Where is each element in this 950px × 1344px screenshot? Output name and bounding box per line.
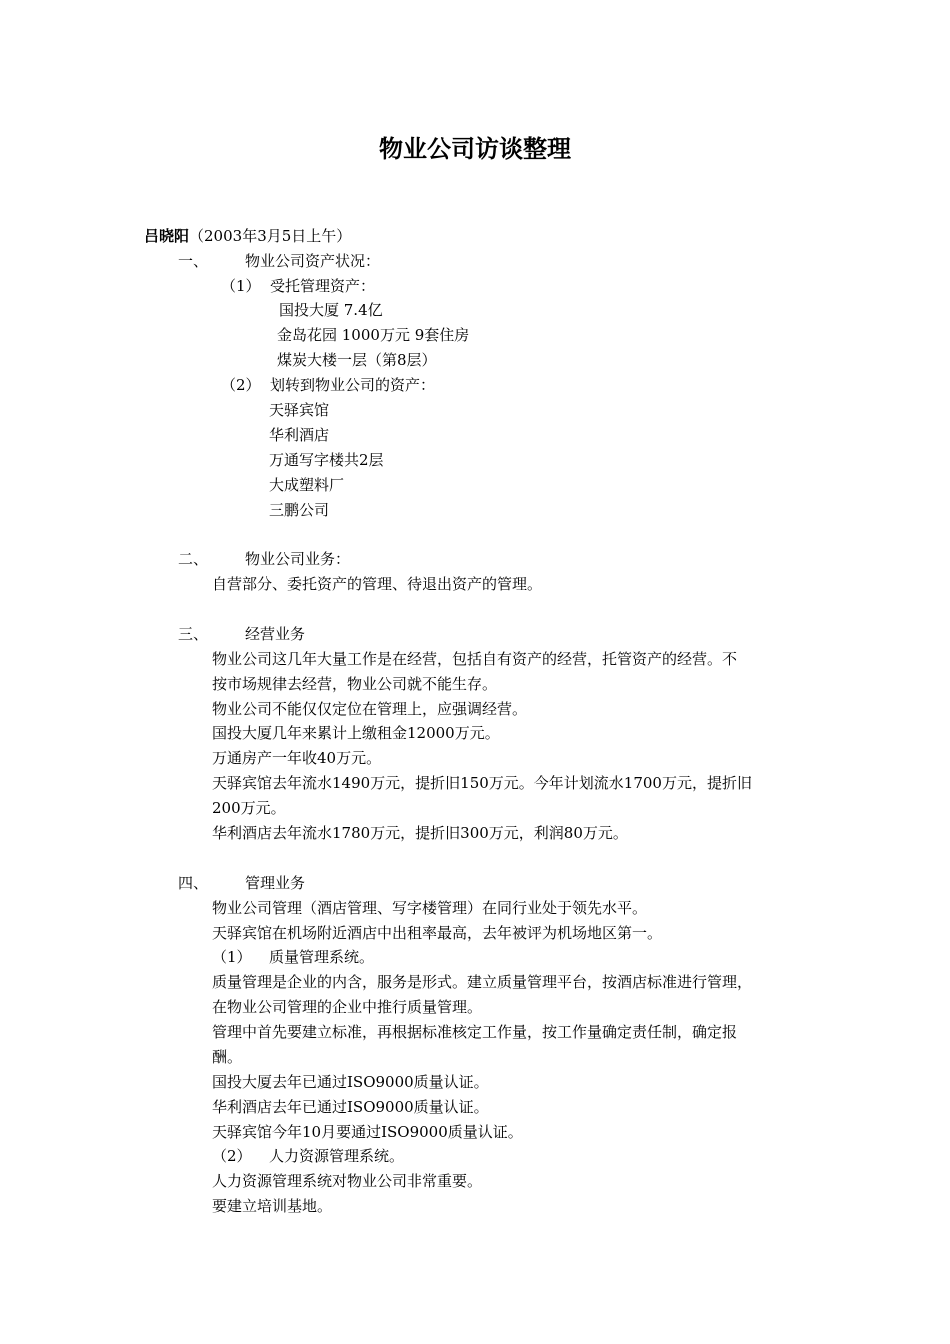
section-1-heading: 物业公司资产状况： [245,252,381,270]
paragraph-line: 酬。 [212,1048,243,1066]
paragraph-line: 华利酒店去年已通过ISO9000质量认证。 [212,1098,489,1116]
document-title: 物业公司访谈整理 [379,135,571,163]
section-3-number: 三、 [178,625,209,643]
subsection-1-1-number: （1） [221,277,261,295]
section-4-number: 四、 [178,874,209,892]
paragraph-line: 天驿宾馆在机场附近酒店中出租率最高，去年被评为机场地区第一。 [212,924,663,942]
paragraph-line: 在物业公司管理的企业中推行质量管理。 [212,998,483,1016]
speaker-line [144,225,351,247]
list-item: 大成塑料厂 [269,476,345,494]
paragraph-line: 天驿宾馆今年10月要通过ISO9000质量认证。 [212,1123,523,1141]
paragraph-line: 200万元。 [212,799,286,817]
paragraph-line: 要建立培训基地。 [212,1197,333,1215]
paragraph-line: 自营部分、委托资产的管理、待退出资产的管理。 [212,575,543,593]
section-4-heading: 管理业务 [245,874,306,892]
list-item: 煤炭大楼一层（第8层） [277,351,437,369]
paragraph-line: 按市场规律去经营，物业公司就不能生存。 [212,675,498,693]
list-item: 万通写字楼共2层 [269,451,384,469]
list-item: 国投大厦 7.4亿 [279,301,383,319]
paragraph-line: 天驿宾馆去年流水1490万元，提折旧150万元。今年计划流水1700万元，提折旧 [212,774,752,792]
paragraph-line: 质量管理是企业的内含，服务是形式。建立质量管理平台，按酒店标准进行管理， [212,973,753,991]
paragraph-line: 人力资源管理系统对物业公司非常重要。 [212,1172,483,1190]
subsection-1-2-heading: 划转到物业公司的资产： [270,376,436,394]
speaker-name: 吕晓阳 [144,227,190,245]
list-item: 金岛花园 1000万元 9套住房 [277,326,470,344]
section-1-number: 一、 [178,252,209,270]
section-2-number: 二、 [178,550,209,568]
list-item: 天驿宾馆 [269,401,330,419]
list-item: 三鹏公司 [269,501,330,519]
subsection-4-1-heading: 质量管理系统。 [269,948,375,966]
paragraph-line: 管理中首先要建立标准，再根据标准核定工作量，按工作量确定责任制，确定报 [212,1023,738,1041]
subsection-1-2-number: （2） [221,376,261,394]
paragraph-line: 国投大厦几年来累计上缴租金12000万元。 [212,724,500,742]
section-2-heading: 物业公司业务： [245,550,351,568]
paragraph-line: 国投大厦去年已通过ISO9000质量认证。 [212,1073,489,1091]
paragraph-line: 物业公司不能仅仅定位在管理上，应强调经营。 [212,700,528,718]
paragraph-line: 华利酒店去年流水1780万元，提折旧300万元，利润80万元。 [212,824,628,842]
list-item: 华利酒店 [269,426,330,444]
paragraph-line: 万通房产一年收40万元。 [212,749,382,767]
subsection-4-1-number: （1） [212,948,252,966]
subsection-4-2-heading: 人力资源管理系统。 [269,1147,405,1165]
interview-date: （2003年3月5日上午） [189,227,352,245]
subsection-1-1-heading: 受托管理资产： [270,277,376,295]
subsection-4-2-number: （2） [212,1147,252,1165]
paragraph-line: 物业公司这几年大量工作是在经营，包括自有资产的经营，托管资产的经营。不 [212,650,738,668]
section-3-heading: 经营业务 [245,625,306,643]
paragraph-line: 物业公司管理（酒店管理、写字楼管理）在同行业处于领先水平。 [212,899,648,917]
